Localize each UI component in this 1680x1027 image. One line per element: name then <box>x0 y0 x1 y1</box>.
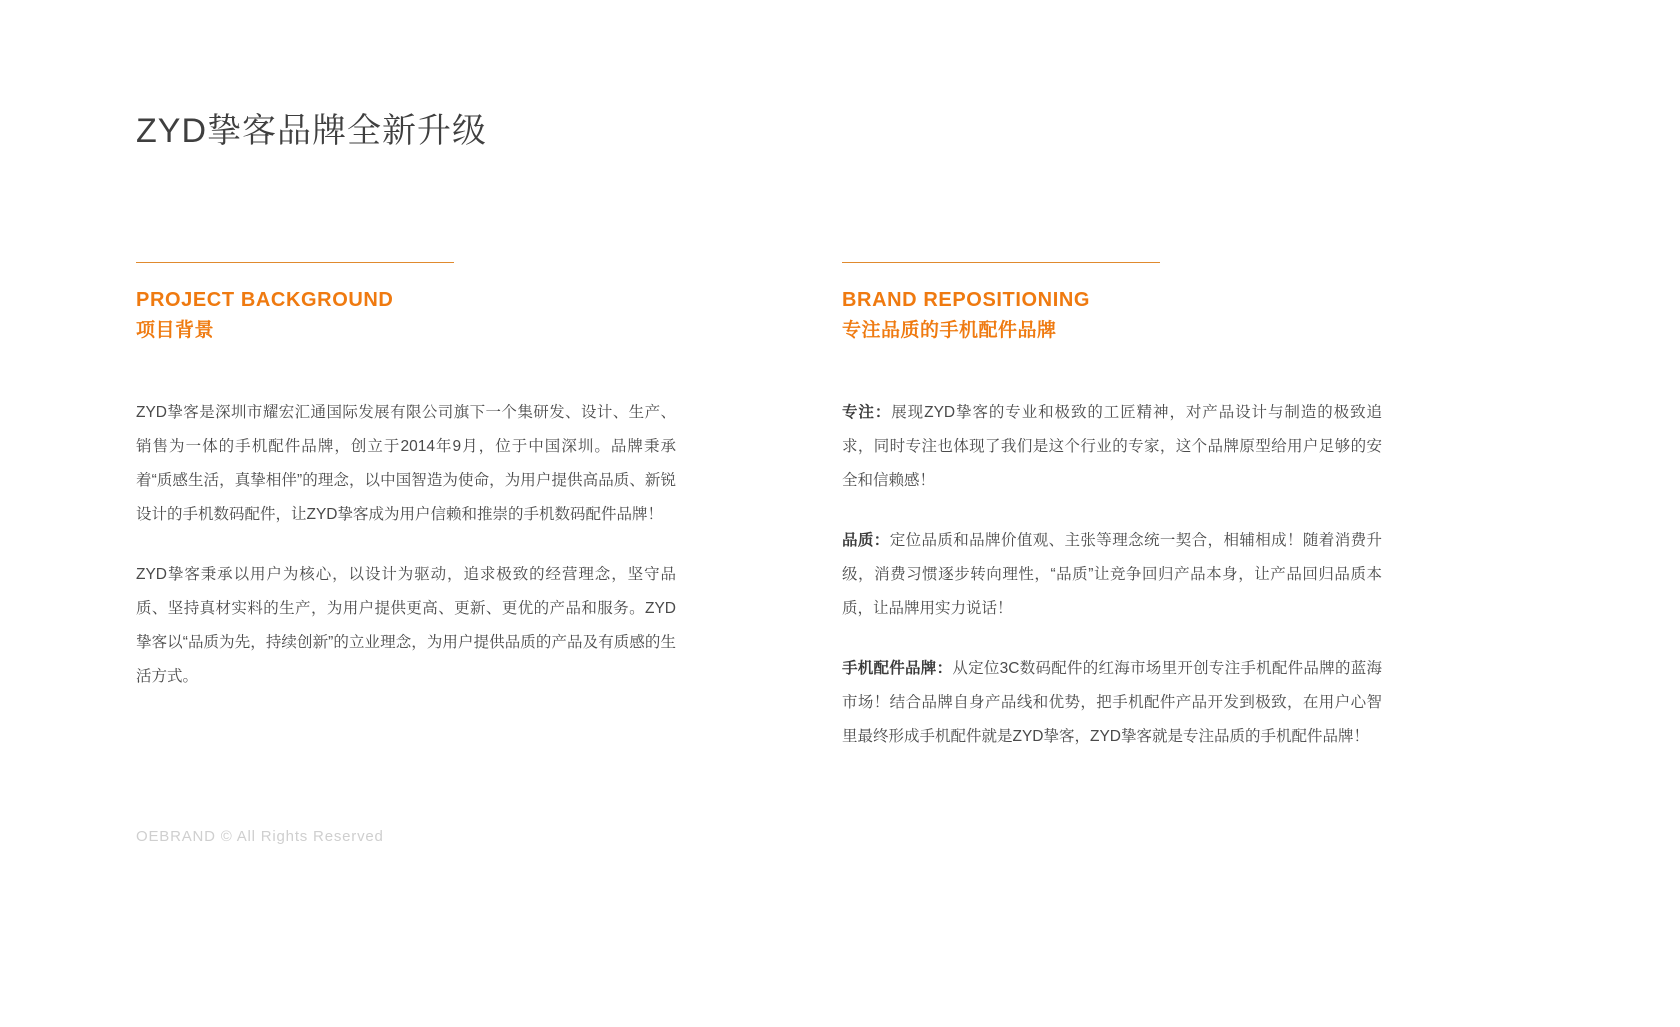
paragraph <box>136 396 676 532</box>
content-columns <box>0 262 1680 754</box>
section-title-en: BRAND REPOSITIONING <box>842 289 1091 311</box>
paragraph-lead: 品质： <box>842 531 890 549</box>
paragraph <box>842 652 1382 754</box>
paragraph-lead: 专注： <box>842 403 892 421</box>
section-divider-rule <box>136 262 454 263</box>
section-title-en: PROJECT BACKGROUND <box>136 289 394 311</box>
section-body <box>136 396 676 695</box>
paragraph <box>842 396 1382 498</box>
paragraph-lead: 手机配件品牌： <box>842 660 953 678</box>
section-body <box>842 396 1382 755</box>
section-brand-repositioning <box>842 262 1382 754</box>
section-title-cn: 项目背景 <box>136 320 215 341</box>
paragraph-text: ZYD挚客秉承以用户为核心，以设计为驱动，追求极致的经营理念，坚守品质、坚持真材实料的生产，为用户提供更高、更新、更优的产品和服务。ZYD挚客以“品质为先，持续创新”的立业理念，为用户提供品质的产品及有质感的生活方式。 <box>136 565 676 686</box>
section-title-cn: 专注品质的手机配件品牌 <box>842 320 1057 341</box>
paragraph <box>842 524 1382 626</box>
paragraph-text: ZYD挚客是深圳市耀宏汇通国际发展有限公司旗下一个集研发、设计、生产、销售为一体的手机配件品牌，创立于2014年9月，位于中国深圳。品牌秉承着“质感生活，真挚相伴”的理念，以中国智造为使命，为用户提供高品质、新锐设计的手机数码配件，让ZYD挚客成为用户信赖和推崇的手机数码配件品牌！ <box>136 403 676 523</box>
page-title: ZYD挚客品牌全新升级 <box>136 111 487 150</box>
paragraph-text: 展现ZYD挚客的专业和极致的工匠精神，对产品设计与制造的极致追求，同时专注也体现了我们是这个行业的专家，这个品牌原型给用户足够的安全和信赖感！ <box>842 403 1382 489</box>
section-divider-rule <box>842 262 1160 263</box>
section-project-background <box>136 262 676 754</box>
paragraph-text: 从定位3C数码配件的红海市场里开创专注手机配件品牌的蓝海市场！结合品牌自身产品线和优势，把手机配件产品开发到极致，在用户心智里最终形成手机配件就是ZYD挚客，ZYD挚客就是专注品质的手机配件品牌！ <box>842 660 1382 746</box>
paragraph <box>136 558 676 694</box>
copyright-footer: OEBRAND © All Rights Reserved <box>136 828 384 845</box>
paragraph-text: 定位品质和品牌价值观、主张等理念统一契合，相辅相成！随着消费升级，消费习惯逐步转向理性，“品质”让竞争回归产品本身，让产品回归品质本质，让品牌用实力说话！ <box>842 531 1382 617</box>
